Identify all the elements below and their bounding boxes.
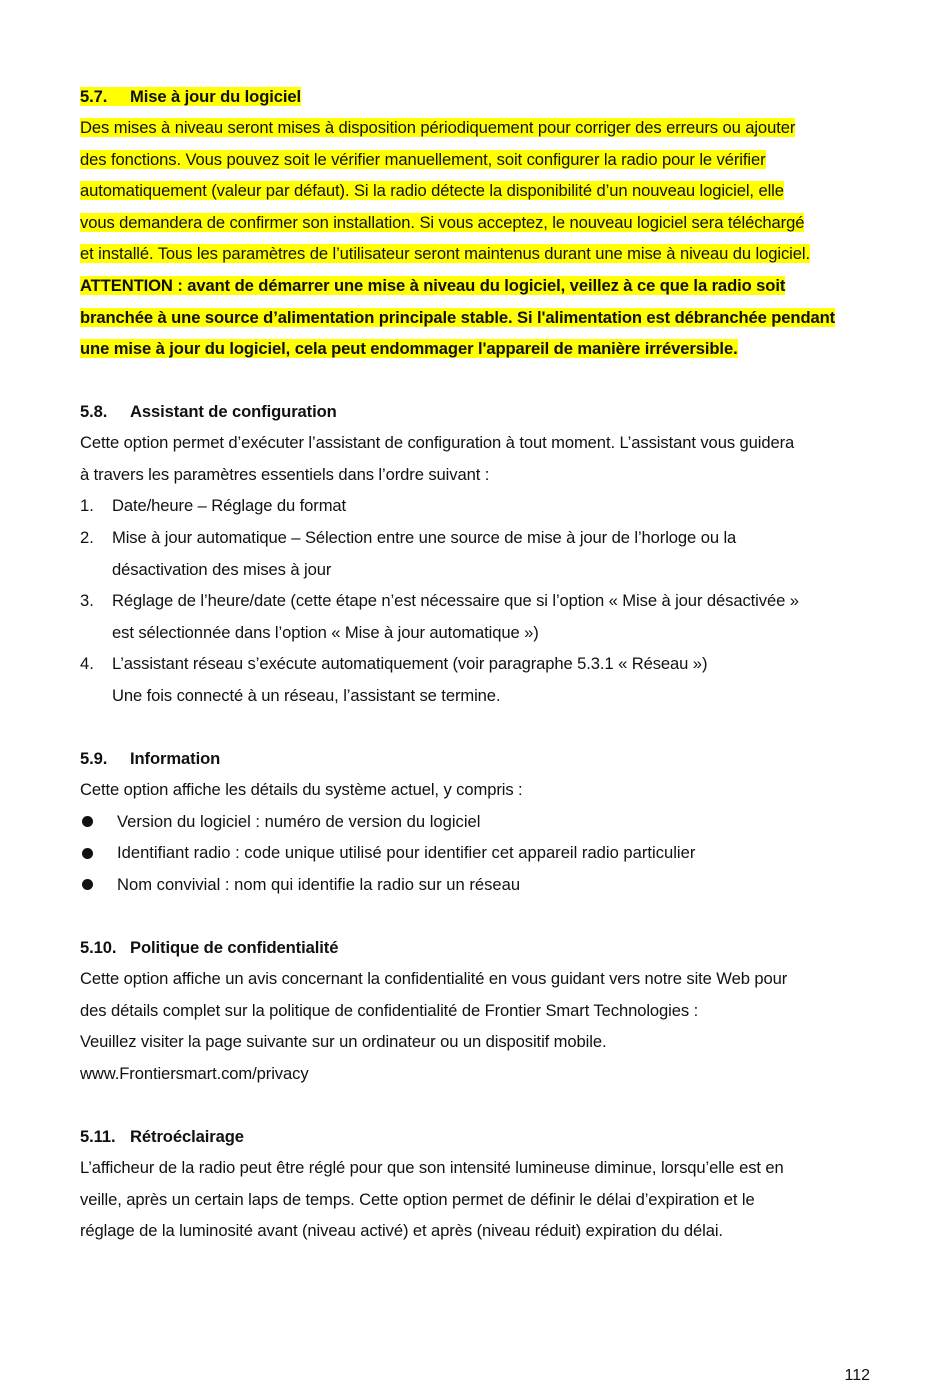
privacy-url: www.Frontiersmart.com/privacy: [80, 1064, 309, 1083]
list-item-number: 3.: [80, 591, 94, 610]
warning-line: branchée à une source d’alimentation principale stable. Si l'alimentation est débranchée pendant: [80, 308, 836, 327]
paragraph-line: réglage de la luminosité avant (niveau activé) et après (niveau réduit) expiration du délai.: [80, 1221, 723, 1240]
list-item-continuation: est sélectionnée dans l’option « Mise à jour automatique »): [112, 623, 539, 642]
paragraph-line: Cette option permet d’exécuter l’assistant de configuration à tout moment. L’assistant vous guidera: [80, 433, 795, 452]
paragraph-line: Cette option affiche les détails du système actuel, y compris :: [80, 780, 523, 799]
paragraph-line: automatiquement (valeur par défaut). Si la radio détecte la disponibilité d’un nouveau logiciel, elle: [80, 181, 784, 200]
section-5-10-heading: 5.10. Politique de confidentialité: [80, 938, 339, 957]
list-item-number: 2.: [80, 528, 94, 547]
warning-line: une mise à jour du logiciel, cela peut endommager l'appareil de manière irréversible.: [80, 339, 738, 358]
paragraph-line: Cette option affiche un avis concernant la confidentialité en vous guidant vers notre site Web pour: [80, 969, 788, 988]
page-number: 112: [844, 1367, 870, 1384]
section-5-8-heading: 5.8. Assistant de configuration: [80, 402, 337, 421]
paragraph-line: des fonctions. Vous pouvez soit le vérifier manuellement, soit configurer la radio pour le vérifier: [80, 150, 766, 169]
paragraph-line: Des mises à niveau seront mises à disposition périodiquement pour corriger des erreurs ou ajouter: [80, 118, 796, 137]
bullet-icon: [82, 879, 93, 890]
paragraph-line: L’afficheur de la radio peut être réglé pour que son intensité lumineuse diminue, lorsqu’elle est en: [80, 1158, 784, 1177]
paragraph-line: à travers les paramètres essentiels dans l’ordre suivant :: [80, 465, 490, 484]
paragraph-line: des détails complet sur la politique de confidentialité de Frontier Smart Technologies :: [80, 1001, 699, 1020]
list-item: Réglage de l’heure/date (cette étape n’est nécessaire que si l’option « Mise à jour désactivée »: [112, 591, 799, 610]
paragraph-line: et installé. Tous les paramètres de l’utilisateur seront maintenus durant une mise à niveau du logiciel.: [80, 244, 810, 263]
paragraph-line: Veuillez visiter la page suivante sur un ordinateur ou un dispositif mobile.: [80, 1032, 607, 1051]
section-5-9-heading: 5.9. Information: [80, 749, 221, 768]
paragraph-line: veille, après un certain laps de temps. Cette option permet de définir le délai d’expiration et le: [80, 1190, 755, 1209]
paragraph-line: vous demandera de confirmer son installation. Si vous acceptez, le nouveau logiciel sera téléchargé: [80, 213, 805, 232]
bullet-item: Version du logiciel : numéro de version du logiciel: [117, 812, 481, 831]
list-item: Mise à jour automatique – Sélection entre une source de mise à jour de l’horloge ou la: [112, 528, 737, 547]
list-item-continuation: désactivation des mises à jour: [112, 560, 332, 579]
list-item-number: 4.: [80, 654, 94, 673]
bullet-icon: [82, 816, 93, 827]
list-item: Date/heure – Réglage du format: [112, 496, 347, 515]
warning-line: ATTENTION : avant de démarrer une mise à niveau du logiciel, veillez à ce que la radio soit: [80, 276, 786, 295]
bullet-item: Identifiant radio : code unique utilisé pour identifier cet appareil radio particulier: [117, 843, 696, 862]
list-item-number: 1.: [80, 496, 94, 515]
bullet-item: Nom convivial : nom qui identifie la radio sur un réseau: [117, 875, 521, 894]
bullet-icon: [82, 848, 93, 859]
section-5-11-heading: 5.11. Rétroéclairage: [80, 1127, 244, 1146]
list-item: L’assistant réseau s’exécute automatiquement (voir paragraphe 5.3.1 « Réseau »): [112, 654, 708, 673]
section-5-7-heading: 5.7. Mise à jour du logiciel: [80, 87, 302, 106]
list-item-continuation: Une fois connecté à un réseau, l’assistant se termine.: [112, 686, 501, 705]
